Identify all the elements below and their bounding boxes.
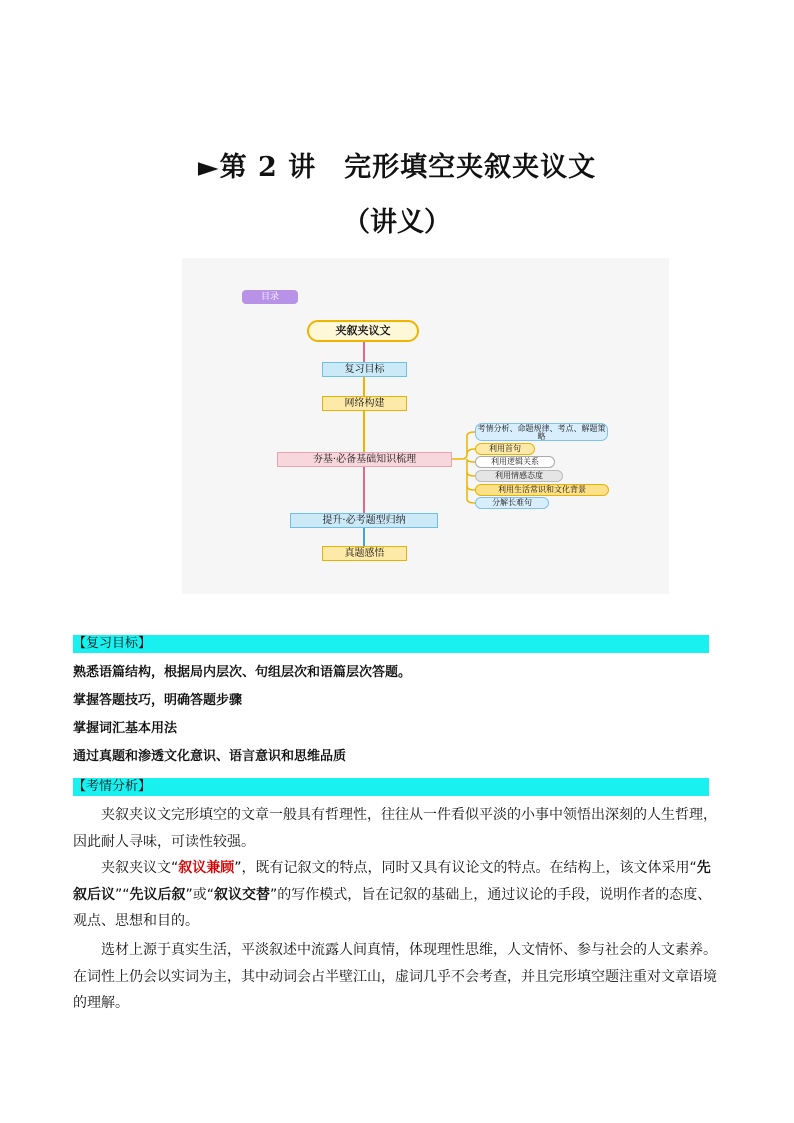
mind-map-figure [182,258,669,594]
mind-map-node: 复习目标 [322,362,407,377]
page-title: ►第 2 讲 完形填空夹叙夹议文 [197,152,597,183]
mind-map-label: 目录 [242,290,298,304]
analysis-paragraph: 选材上源于真实生活，平淡叙述中流露人间真情，体现理性思维，人文情怀、参与社会的人文素养。在词性上仍会以实词为主，其中动词会占半壁江山，虚词几乎不会考查，并且完形填空题注重对文章语境的理解。 [73,942,717,1011]
analysis-paragraph: 夹叙夹议文完形填空的文章一般具有哲理性，往往从一件看似平淡的小事中领悟出深刻的人生哲理，因此耐人寻味，可读性较强。 [73,807,717,850]
goal-item: 掌握词汇基本用法 [73,721,178,736]
goal-item: 通过真题和渗透文化意识、语言意识和思维品质 [73,749,347,764]
analysis-paragraph: 夹叙夹议文“叙议兼顾”，既有记叙文的特点，同时又具有议论文的特点。在结构上，该文体采用“先叙后议”“先议后叙”或“叙议交替”的写作模式，旨在记叙的基础上，通过议论的手段，说明作者的态度、观点、思想和目的。 [73,860,712,929]
mind-map-leaf: 利用逻辑关系 [475,456,555,468]
section-header-goals: 【复习目标】 [73,635,709,653]
goal-item: 熟悉语篇结构，根据局内层次、句组层次和语篇层次答题。 [73,665,412,680]
mind-map-node: 提升·必考题型归纳 [290,513,438,528]
goal-item: 掌握答题技巧，明确答题步骤 [73,693,243,708]
mind-map-leaf: 分解长难句 [475,497,549,509]
mind-map-leaf: 利用生活常识和文化背景 [475,484,609,496]
section-header-analysis: 【考情分析】 [73,778,709,796]
mind-map-leaf: 利用首句 [475,443,535,455]
mind-map-leaf: 利用情感态度 [475,470,563,482]
mind-map-root: 夹叙夹议文 [307,320,419,342]
mind-map-node: 真题感悟 [322,546,407,561]
highlight-text: 叙议兼顾 [178,860,235,876]
mind-map-node: 夯基·必备基础知识梳理 [277,452,452,467]
page-subtitle: （讲义） [343,207,451,238]
mind-map-node: 网络构建 [322,396,407,411]
mind-map-leaf: 考情分析、命题规律、考点、解题策略 [475,423,608,441]
